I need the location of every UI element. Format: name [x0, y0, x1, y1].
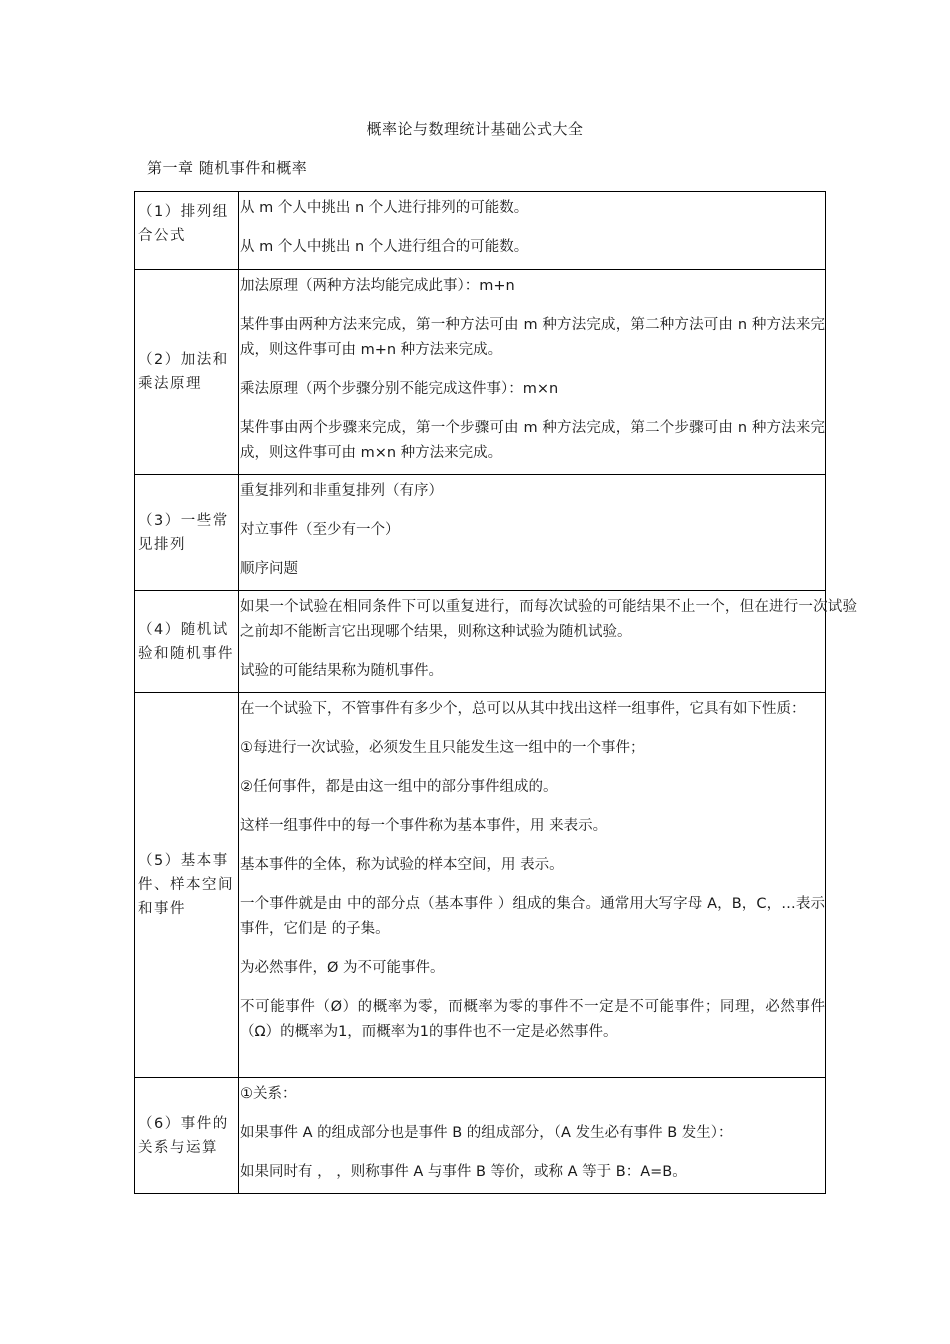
content-line: 加法原理（两种方法均能完成此事）：m+n	[240, 278, 515, 294]
row-label: （1）排列组合公式	[135, 192, 239, 270]
row-content	[239, 1078, 826, 1194]
content-line: 在一个试验下，不管事件有多少个，总可以从其中找出这样一组事件，它具有如下性质：	[240, 701, 806, 717]
content-line: 对立事件（至少有一个）	[240, 522, 400, 538]
chapter-heading: 第一章 随机事件和概率	[147, 159, 308, 177]
row-content	[239, 192, 826, 270]
content-line: 重复排列和非重复排列（有序）	[240, 483, 443, 499]
table-row	[135, 693, 826, 1078]
table-row	[135, 1078, 826, 1194]
document-title: 概率论与数理统计基础公式大全	[366, 120, 584, 138]
row-label: （6）事件的关系与运算	[135, 1078, 239, 1194]
row-content	[239, 591, 857, 693]
content-line: 某件事由两个步骤来完成，第一个步骤可由 m 种方法完成，第二个步骤可由 n 种方法来完成，则这件事可由 m×n 种方法来完成。	[240, 420, 825, 461]
content-line: 如果事件 A 的组成部分也是事件 B 的组成部分，（A 发生必有事件 B 发生）：	[240, 1125, 733, 1141]
row-content	[239, 475, 826, 591]
content-line: 乘法原理（两个步骤分别不能完成这件事）：m×n	[240, 381, 559, 397]
table-row	[135, 591, 826, 693]
table-row	[135, 270, 826, 475]
table-row	[135, 192, 826, 270]
formula-table	[134, 191, 857, 1194]
content-line: 为必然事件，Ø 为不可能事件。	[240, 960, 445, 976]
content-line: 基本事件的全体，称为试验的样本空间，用 表示。	[240, 857, 564, 873]
content-line: 从 m 个人中挑出 n 个人进行排列的可能数。	[240, 200, 529, 216]
content-line: 这样一组事件中的每一个事件称为基本事件，用 来表示。	[240, 818, 608, 834]
content-line: 如果一个试验在相同条件下可以重复进行，而每次试验的可能结果不止一个，但在进行一次试验之前却不能断言它出现哪个结果，则称这种试验为随机试验。	[240, 599, 857, 640]
content-line: 试验的可能结果称为随机事件。	[240, 663, 443, 679]
content-line: 如果同时有 ， ，则称事件 A 与事件 B 等价，或称 A 等于 B：A=B。	[240, 1164, 687, 1180]
row-label: （2）加法和乘法原理	[135, 270, 239, 475]
table-row	[135, 475, 826, 591]
row-content	[239, 693, 826, 1078]
content-line: ①关系：	[240, 1086, 297, 1102]
row-label: （3）一些常见排列	[135, 475, 239, 591]
content-line: 顺序问题	[240, 561, 298, 577]
row-content	[239, 270, 826, 475]
content-line: 从 m 个人中挑出 n 个人进行组合的可能数。	[240, 239, 529, 255]
row-label: （4）随机试验和随机事件	[135, 591, 239, 693]
content-line: ①每进行一次试验，必须发生且只能发生这一组中的一个事件；	[240, 740, 645, 756]
row-label: （5）基本事件、样本空间和事件	[135, 693, 239, 1078]
content-line: 某件事由两种方法来完成，第一种方法可由 m 种方法完成，第二种方法可由 n 种方法来完成，则这件事可由 m+n 种方法来完成。	[240, 317, 825, 358]
content-line: 不可能事件（Ø）的概率为零，而概率为零的事件不一定是不可能事件；同理，必然事件（Ω）的概率为1，而概率为1的事件也不一定是必然事件。	[240, 999, 825, 1040]
content-line: 一个事件就是由 中的部分点（基本事件 ）组成的集合。通常用大写字母 A，B，C，…表示事件，它们是 的子集。	[240, 896, 825, 937]
content-line: ②任何事件，都是由这一组中的部分事件组成的。	[240, 779, 558, 795]
